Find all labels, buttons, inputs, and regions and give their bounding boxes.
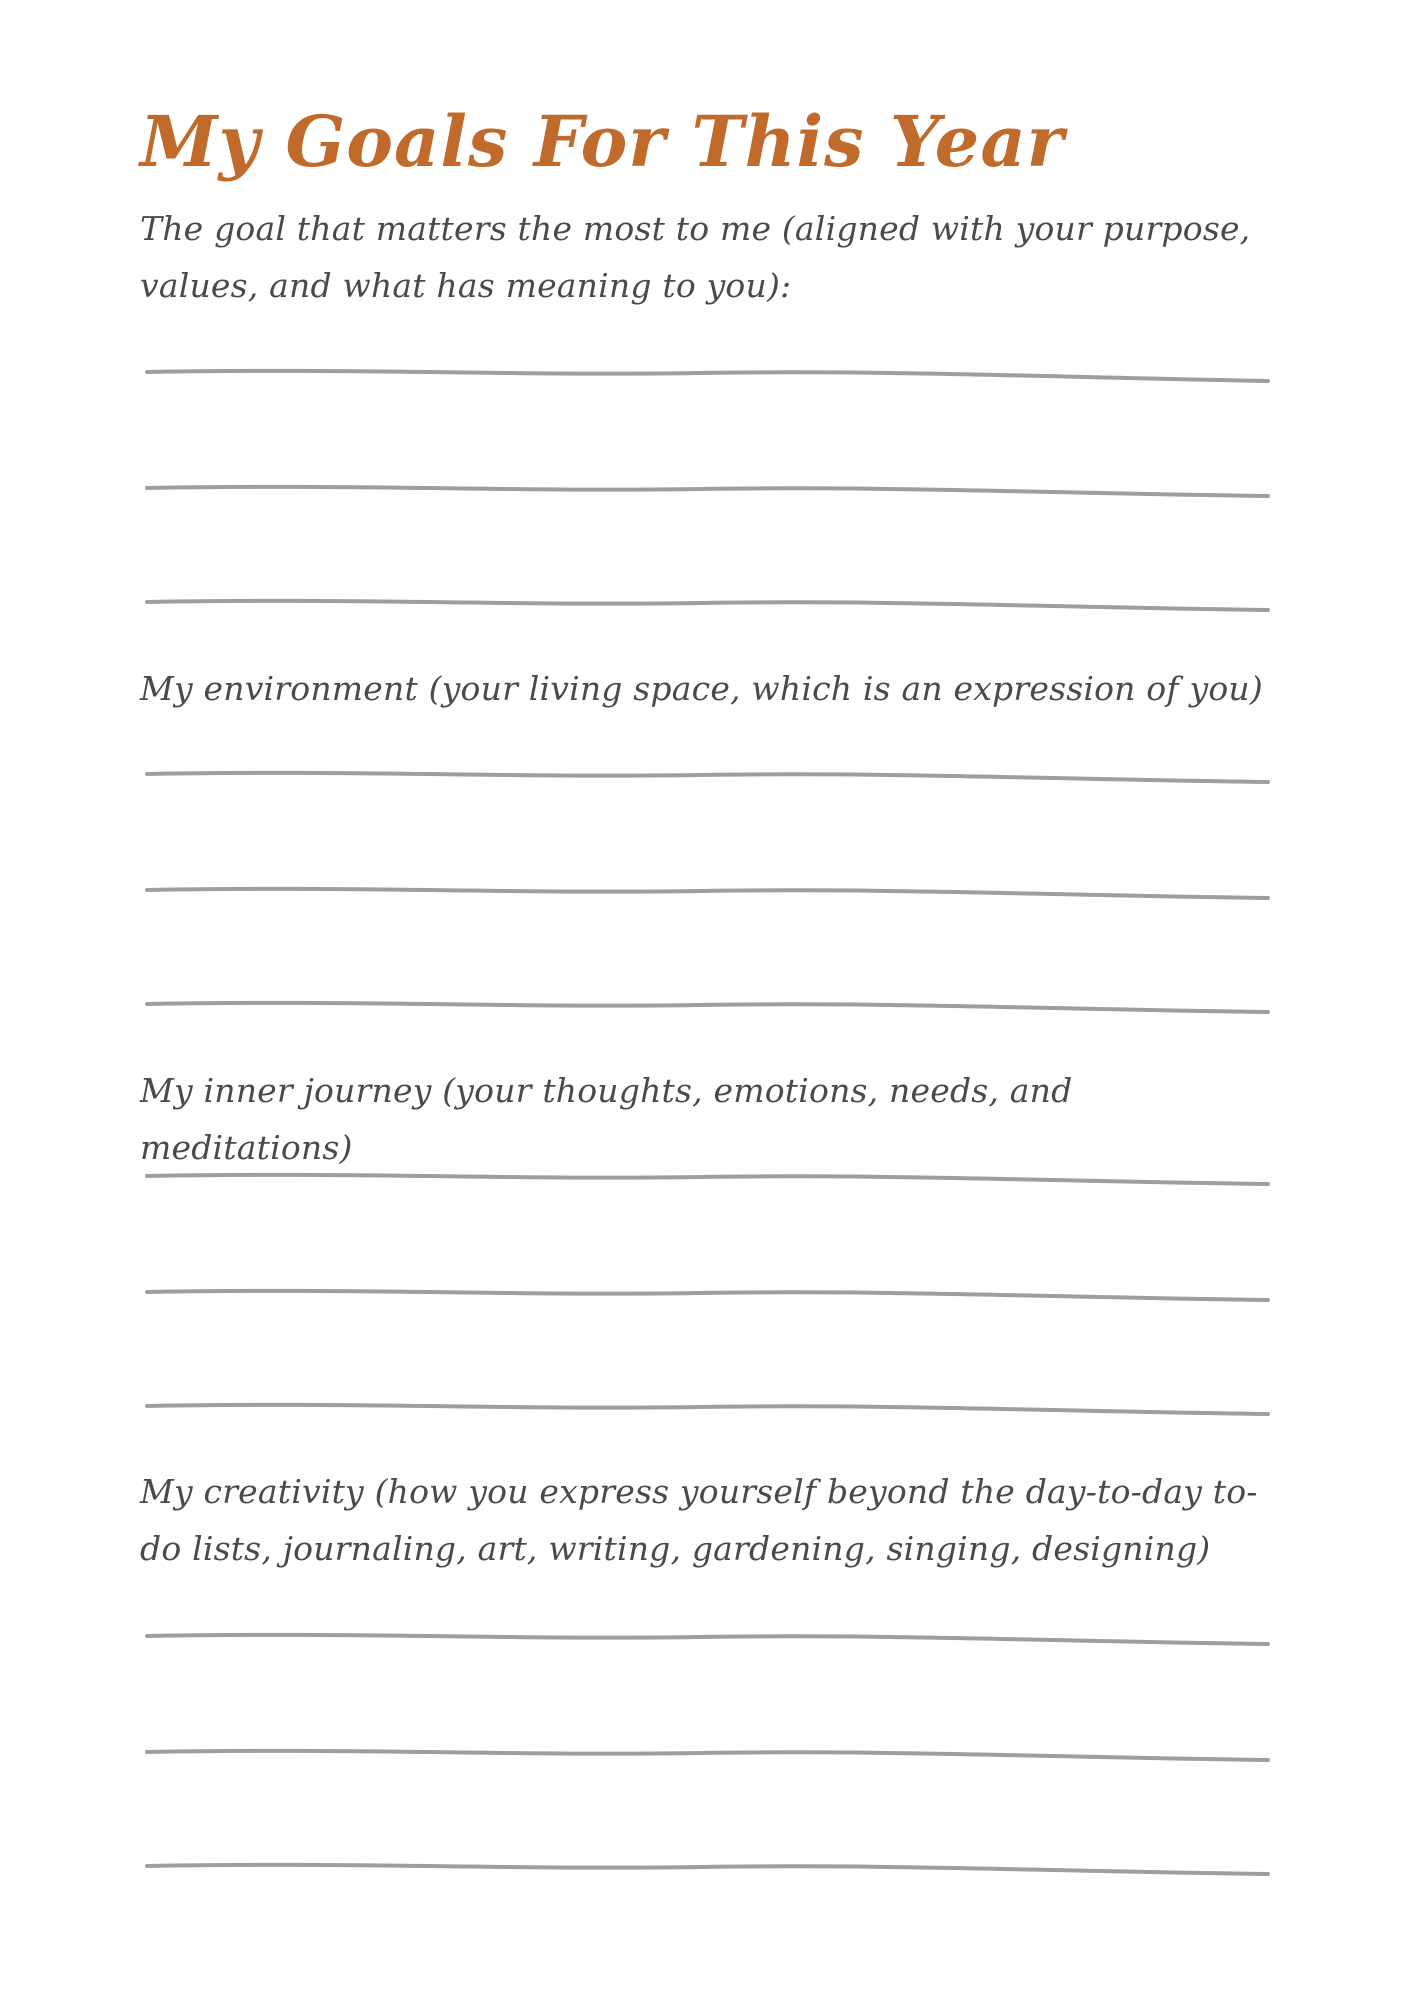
writing-line[interactable] (147, 371, 1268, 381)
writing-line[interactable] (147, 889, 1268, 898)
section-label-environment: My environment (your living space, which is an expression of you) (140, 669, 1263, 708)
writing-line[interactable] (147, 1405, 1268, 1414)
writing-line[interactable] (147, 1291, 1268, 1300)
writing-line[interactable] (147, 1003, 1268, 1012)
writing-line[interactable] (147, 1865, 1268, 1874)
writing-line[interactable] (147, 1175, 1268, 1184)
writing-line[interactable] (147, 773, 1268, 782)
writing-line[interactable] (147, 1635, 1268, 1644)
page-title: My Goals For This Year (140, 100, 1065, 183)
writing-line[interactable] (147, 487, 1268, 496)
writing-line[interactable] (147, 601, 1268, 610)
section-label-top-goal: The goal that matters the most to me (aligned with your purpose, values, and what has meaning to you): (140, 209, 1251, 305)
writing-line[interactable] (147, 1751, 1268, 1760)
section-label-inner-journey: My inner journey (your thoughts, emotions, needs, and meditations) (140, 1071, 1073, 1167)
section-label-creativity: My creativity (how you express yourself beyond the day-to-day to-do lists, journaling, art, writing, gardening, singing, designing) (140, 1472, 1258, 1568)
